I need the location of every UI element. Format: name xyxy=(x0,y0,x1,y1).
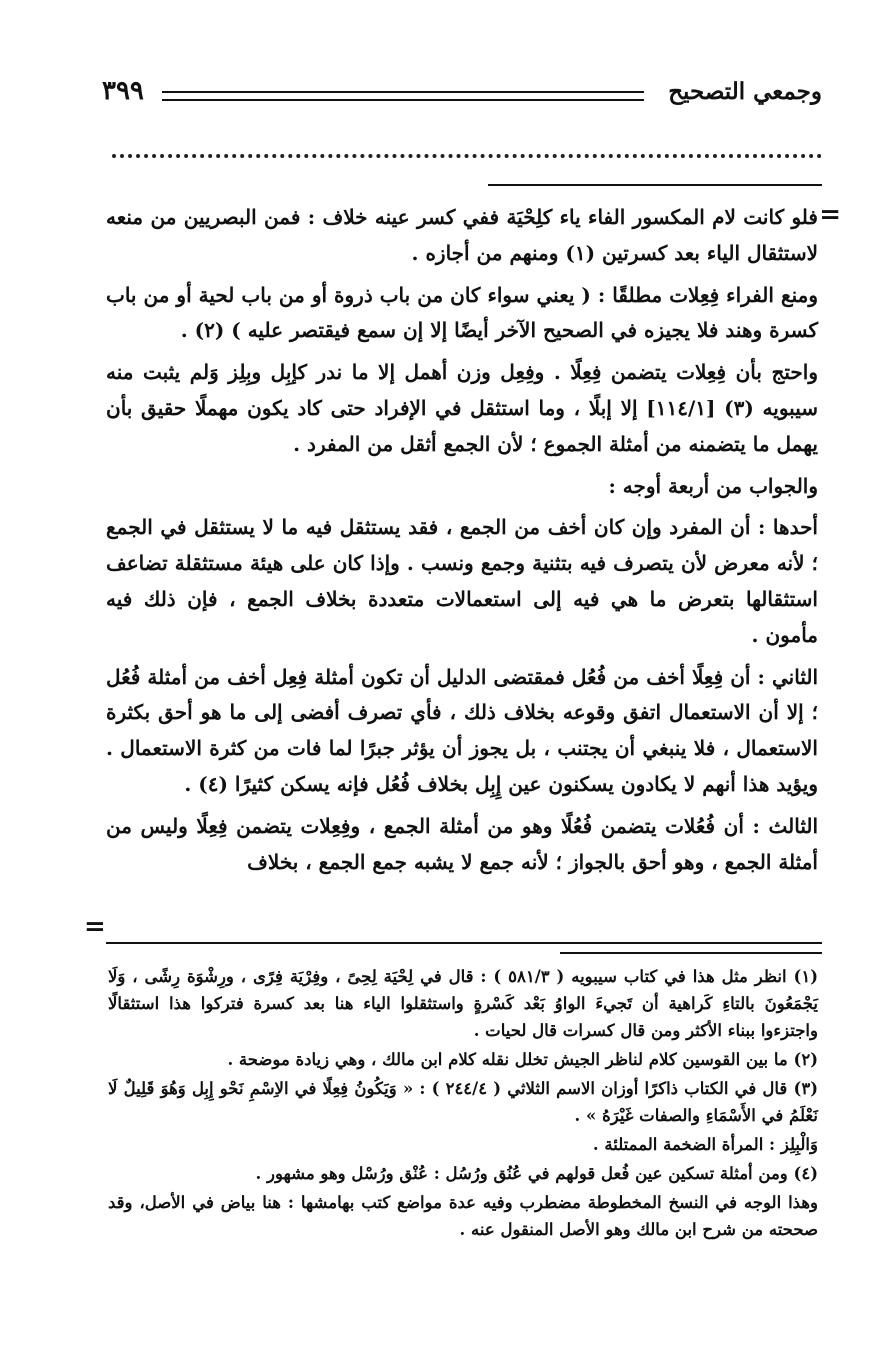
footnote: (٣) قال في الكتاب ذاكرًا أوزان الاسم الثلاثي ( ٢٤٤/٤ ) : « وَيَكُونُ فِعِلًا في الاِسْمِ نَحْو إِبِل وَهُوَ قَلِيلٌ لَا نَعْلَمُ في الأَسْمَاءِ والصفات غَيْرَهُ » . xyxy=(108,1079,818,1125)
header-double-rule xyxy=(162,91,644,101)
paragraph: الثالث : أن فُعُلات يتضمن فُعُلًا وهو من أمثلة الجمع ، وفِعِلات يتضمن فِعِلًا وليس من أمثلة الجمع ، وهو أحق بالجواز ؛ لأنه جمع لا يشبه جمع الجمع ، بخلاف xyxy=(106,813,818,874)
paragraph: واحتج بأن فِعِلات يتضمن فِعِلًا . وفِعِل وزن أهمل إلا ما ندر كإبِل وبِلِز وَلم يثبت منه سيبويه (٣) [١١٤/١] إلا إبلًا ، وما استثقل في الإفراد حتى كاد يكون مهملًا حقيق بأن يهمل ما يتضمنه من أمثلة الجموع ؛ لأن الجمع أثقل من المفرد . xyxy=(106,360,819,456)
footnote: وَالْبِلِز : المرأة الضخمة الممتلئة . xyxy=(592,1135,818,1154)
running-title: وجمعي التصحيح xyxy=(668,78,822,105)
footnote-separator xyxy=(560,952,822,954)
footnotes xyxy=(108,963,818,1245)
dotted-separator xyxy=(112,154,822,158)
footnote: (٢) ما بين القوسين كلام لناظر الجيش تخلل نقله كلام ابن مالك ، وهي زيادة موضحة . xyxy=(227,1050,818,1069)
section-heading: والجواب من أربعة أوجه : xyxy=(608,473,818,498)
text-bottom-rule xyxy=(106,942,822,944)
paragraph: أحدها : أن المفرد وإن كان أخف من الجمع ، فقد يستثقل فيه ما لا يستثقل في الجمع ؛ لأنه معرض لأن يتصرف فيه بتثنية وجمع ونسب . وإذا كان على هيئة مستثقلة تضاعف استثقالها بتعرض ما هي فيه إلى استعمالات متعددة بخلاف الجمع ، فإن ذلك فيه مأمون . xyxy=(106,515,818,647)
paragraph: ومنع الفراء فِعِلات مطلقًا : ( يعني سواء كان من باب ذروة أو من باب لحية أو من باب كسرة وهند فلا يجيزه في الصحيح الآخر أيضًا إلا إن سمع فيقتصر عليه ) (٢) . xyxy=(106,282,818,343)
paragraph: فلو كانت لام المكسور الفاء ياء كلِحْيَة ففي كسر عينه خلاف : فمن البصريين من منعه لاستثقال الياء بعد كسرتين (١) ومنهم من أجازه . xyxy=(106,205,818,265)
continuation-rule xyxy=(488,184,822,186)
footnote: وهذا الوجه في النسخ المخطوطة مضطرب وفيه عدة مواضع كتب بهامشها : هنا بياض في الأصل، وقد صححته من شرح ابن مالك وهو الأصل المنقول عنه . xyxy=(108,1193,818,1239)
continuation-mark-bottom: = xyxy=(84,912,106,942)
paragraph: الثاني : أن فِعِلًا أخف من فُعُل فمقتضى الدليل أن تكون أمثلة فِعِل أخف من أمثلة فُعُل ؛ إلا أن الاستعمال اتفق وقوعه بخلاف ذلك ، فأي تصرف أفضى إلى ما هو أحق بكثرة الاستعمال ، فلا ينبغي أن يجتنب ، بل يجوز أن يؤثر جبرًا لما فات من كثرة الاستعمال . ويؤيد هذا أنهم لا يكادون يسكنون عين إِبِل بخلاف فُعُل فإنه يسكن كثيرًا (٤) . xyxy=(106,664,818,796)
page-number: ٣٩٩ xyxy=(102,76,144,106)
continuation-mark-top: = xyxy=(819,200,841,230)
page-header xyxy=(102,78,822,118)
footnote: (١) انظر مثل هذا في كتاب سيبويه ( ٥٨١/٣ ) : قال في لِحْيَة لِحِىً ، وفِرْيَة فِرًى ، ورِشْوَة رِشًى ، وَلَا يَجْمَعُونَ بالتاءِ كَراهية أن تَجيءَ الواوُ بَعْد كَسْرةٍ واستثقلوا الياء هنا بعد كسرة فتركوا هذا استثقالًا واجتزءوا ببناء الأكثر ومن قال كسرات قال لحيات . xyxy=(108,967,818,1040)
main-text xyxy=(106,200,818,886)
footnote: (٤) ومن أمثلة تسكين عين فُعل قولهم في عُنُق ورُسُل : عُنْق ورُسْل وهو مشهور . xyxy=(255,1164,818,1183)
